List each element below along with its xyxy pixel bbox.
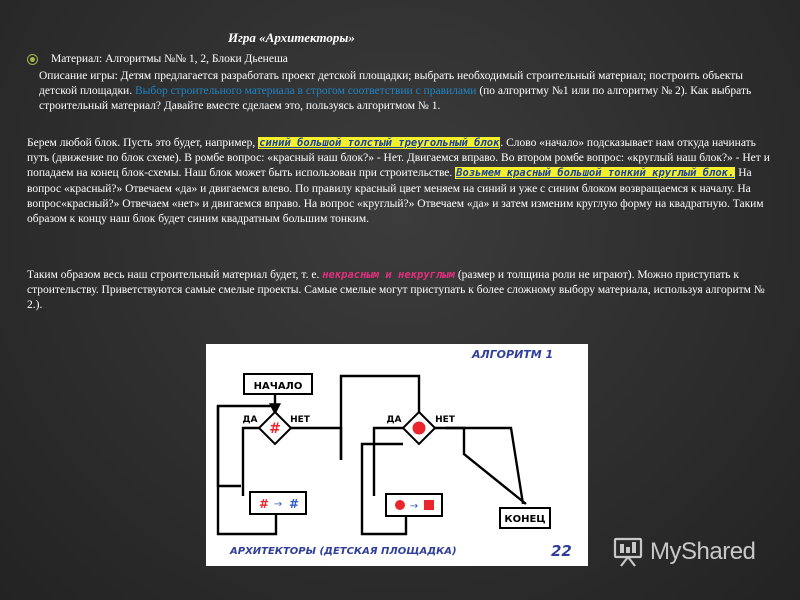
- bullet-icon: [27, 54, 38, 65]
- material-text: Материал: Алгоритмы №№ 1, 2, Блоки Дьенеша: [51, 53, 288, 65]
- block-text-2: . Слово «начало» подсказывает нам откуда начинать путь (движение по блок схеме). В ромбе вопрос: «красный наш блок?» - Нет. Двигаемся вправо. Во втором ромбе вопрос: «круглый наш блок?» - Нет и попадаем на конец блок-схемы. Наш блок может быть использован при строительстве.: [27, 137, 770, 180]
- myshared-watermark: [612, 536, 755, 568]
- result-text-1: Таким образом весь наш строительный материал будет, т. е.: [27, 269, 323, 281]
- hash-red-icon: #: [269, 421, 281, 437]
- block-text-3: На вопрос «красный?» Отвечаем «да» и двигаемся влево. По правилу красный цвет меняем на синий и уже с синим блоком возвращаемся к началу. На вопрос«красный?» Отвечаем «нет» и двигаемся вправо. На вопрос «круглый?» Отвечаем «да» и затем изменим круглую форму на квадратную. Таким образом к концу наш блок будет синим квадратным большим тонким.: [27, 167, 764, 226]
- red-circle-small-icon: [395, 500, 405, 510]
- diagram-footer: АРХИТЕКТОРЫ (ДЕТСКАЯ ПЛОЩАДКА): [230, 546, 457, 557]
- flowchart-svg: [206, 344, 588, 566]
- algorithm-diagram: [206, 344, 588, 566]
- hash-red-small-icon: #: [258, 497, 270, 511]
- result-text-2: (размер и толщина роли не играют). Можно приступать к строительству. Приветствуются самые смелые проекты. Самые смелые могут приступать к более сложному выбору материала, используя алгоритм № 2.).: [27, 269, 765, 312]
- result-paragraph: [27, 268, 779, 314]
- highlight-red-circle-block: Возьмем красный большой тонкий круглый блок.: [456, 167, 735, 180]
- arrow-right-icon-2: →: [409, 501, 419, 512]
- result-pink-text: некрасным и некруглым: [322, 269, 455, 281]
- yes-label-2: ДА: [386, 415, 402, 425]
- end-label: КОНЕЦ: [504, 514, 546, 525]
- watermark-text: MyShared: [650, 538, 756, 565]
- no-label-1: НЕТ: [290, 415, 310, 425]
- desc-text-2: (по алгоритму №1 или по алгоритму № 2). Как выбрать строительный материал? Давайте вместе сделаем это, пользуясь алгоритмом № 1.: [39, 85, 752, 113]
- description-paragraph: [39, 69, 784, 115]
- diagram-header: АЛГОРИТМ 1: [472, 348, 554, 361]
- yes-label-1: ДА: [242, 415, 258, 425]
- material-bullet: [27, 53, 288, 65]
- highlight-blue-triangle-block: синий большой толстый треугольный блок: [259, 137, 500, 149]
- desc-blue-highlight: Выбор строительного материала в строгом соответствии с правилами: [134, 85, 477, 98]
- diagram-page-number: 22: [551, 542, 572, 560]
- arrow-right-icon: →: [273, 499, 283, 510]
- red-square-icon: [424, 500, 434, 510]
- no-label-2: НЕТ: [435, 415, 455, 425]
- red-circle-icon: [413, 422, 426, 435]
- hash-blue-icon: #: [288, 497, 300, 511]
- projector-icon: [612, 536, 644, 568]
- start-label: НАЧАЛО: [253, 381, 303, 392]
- slide-title: Игра «Архитекторы»: [228, 30, 355, 45]
- desc-text-1: Описание игры: Детям предлагается разработать проект детской площадки; выбрать необходимый строительный материал; построить объекты детской площадки.: [39, 70, 744, 98]
- block-text-1: Берем любой блок. Пусть это будет, например,: [27, 137, 259, 149]
- block-paragraph: [27, 136, 779, 227]
